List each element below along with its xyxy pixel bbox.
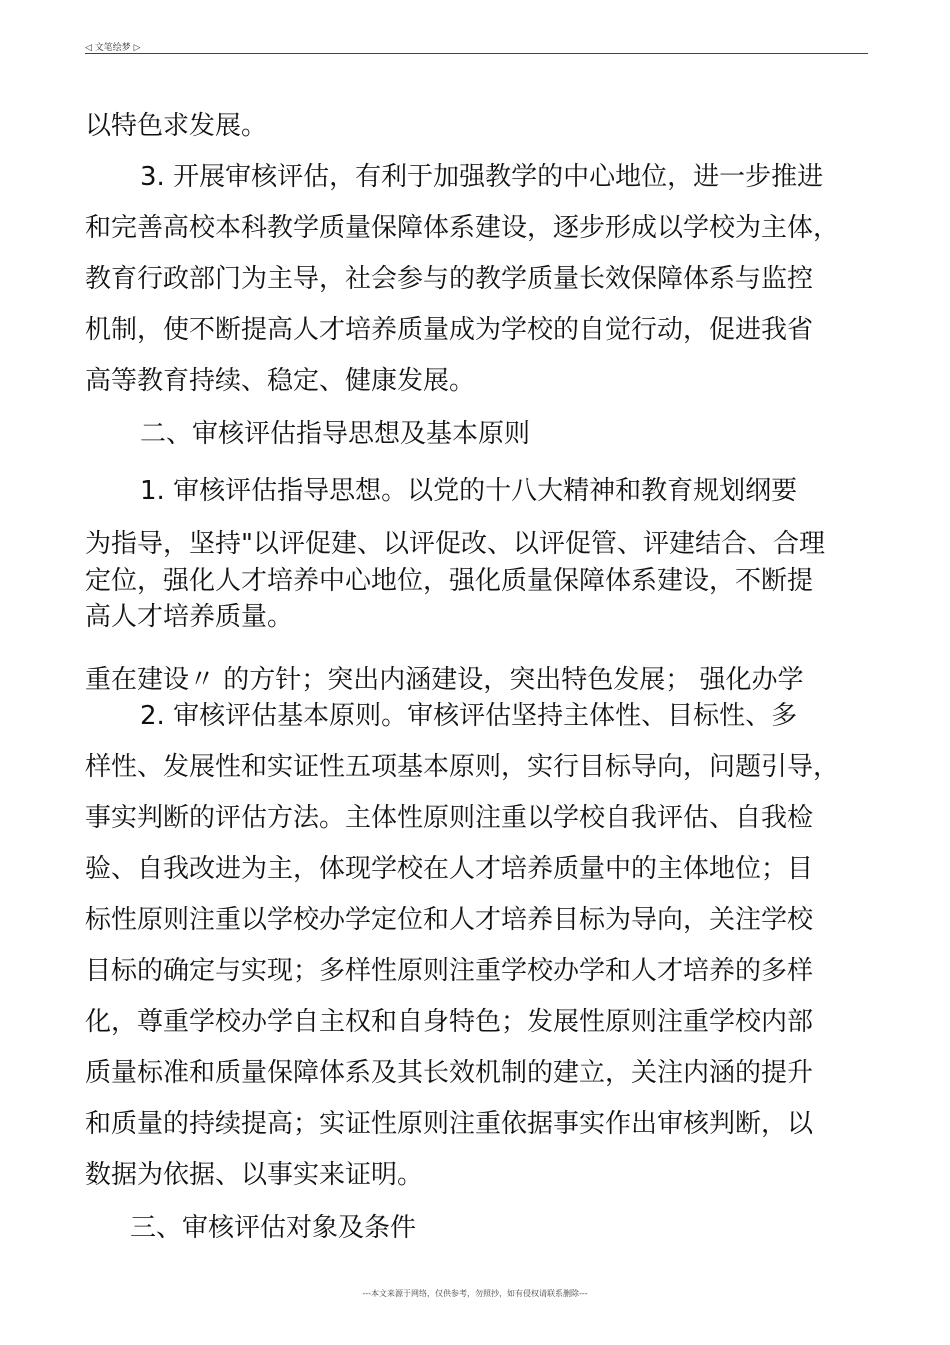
paragraph-line: 3. 开展审核评估，有利于加强教学的中心地位，进一步推进 [140,162,824,192]
paragraph-line: 1. 审核评估指导思想。以党的十八大精神和教育规划纲要 [140,476,798,506]
paragraph-line: 高等教育持续、稳定、健康发展。 [85,366,476,396]
paragraph-line: 机制，使不断提高人才培养质量成为学校的自觉行动，促进我省 [85,315,814,345]
paragraph-line: 质量标准和质量保障体系及其长效机制的建立，关注内涵的提升 [85,1058,814,1088]
paragraph-line: 高人才培养质量。 [85,602,294,632]
paragraph-line: 数据为依据、以事实来证明。 [85,1160,424,1190]
header-rule [85,53,868,54]
page-header: ◁ 文笔绘梦 ▷ [85,43,141,53]
paragraph-line: 教育行政部门为主导，社会参与的教学质量长效保障体系与监控 [85,264,814,294]
paragraph-line: 和完善高校本科教学质量保障体系建设，逐步形成以学校为主体， [85,213,840,243]
paragraph-line: 定位，强化人才培养中心地位，强化质量保障体系建设，不断提 [85,566,814,596]
paragraph-line: 以特色求发展。 [85,111,268,141]
paragraph-line: 验、自我改进为主，体现学校在人才培养质量中的主体地位；目 [85,854,814,884]
paragraph-line: 化，尊重学校办学自主权和自身特色；发展性原则注重学校内部 [85,1007,814,1037]
paragraph-line: 和质量的持续提高；实证性原则注重依据事实作出审核判断，以 [85,1109,814,1139]
section-heading: 三、审核评估对象及条件 [130,1213,417,1243]
section-heading: 二、审核评估指导思想及基本原则 [140,419,531,449]
paragraph-line: 目标的确定与实现；多样性原则注重学校办学和人才培养的多样 [85,956,814,986]
paragraph-line: 2. 审核评估基本原则。审核评估坚持主体性、目标性、多 [140,701,798,731]
paragraph-line: 重在建设〃 的方针；突出内涵建设，突出特色发展； 强化办学 [85,665,804,695]
paragraph-line: 标性原则注重以学校办学定位和人才培养目标为导向，关注学校 [85,905,814,935]
page-footer: ---本文来源于网络，仅供参考，勿照抄，如有侵权请联系删除--- [362,1289,588,1298]
paragraph-line: 样性、发展性和实证性五项基本原则，实行目标导向，问题引导， [85,752,840,782]
paragraph-line: 为指导，坚持"以评促建、以评促改、以评促管、评建结合、合理 [85,529,825,559]
paragraph-line: 事实判断的评估方法。主体性原则注重以学校自我评估、自我检 [85,803,814,833]
